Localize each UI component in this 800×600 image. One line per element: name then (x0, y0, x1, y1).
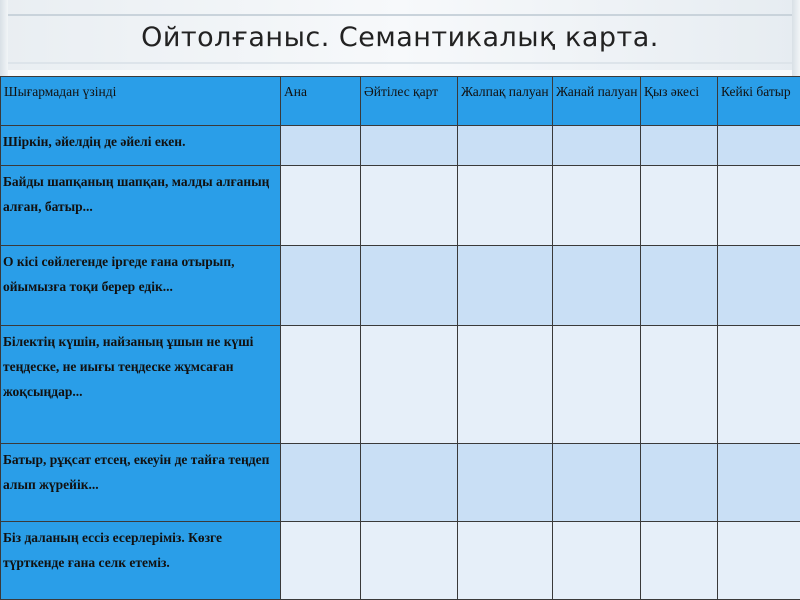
header-cell (718, 77, 800, 126)
table-cell[interactable] (281, 444, 361, 522)
table-row (1, 126, 800, 166)
semantic-map-table (0, 76, 800, 600)
table-cell[interactable] (718, 246, 800, 326)
table-cell[interactable] (718, 326, 800, 444)
table-cell[interactable] (458, 246, 553, 326)
table-cell[interactable] (553, 444, 641, 522)
table-cell[interactable] (458, 326, 553, 444)
table-cell[interactable] (458, 126, 553, 166)
excerpt-cell (1, 444, 281, 522)
table-cell[interactable] (361, 246, 458, 326)
table-cell[interactable] (718, 522, 800, 600)
excerpt-text: Біз даланың ессіз есерлеріміз. Көзге түрткенде ғана селк етеміз. (3, 530, 222, 570)
table-cell[interactable] (281, 522, 361, 600)
table-cell[interactable] (641, 444, 718, 522)
excerpt-cell (1, 522, 281, 600)
table-cell[interactable] (718, 444, 800, 522)
table-cell[interactable] (553, 246, 641, 326)
excerpt-cell (1, 166, 281, 246)
excerpt-cell (1, 246, 281, 326)
slide-title: Ойтолғаныс. Семантикалық карта. (141, 22, 659, 53)
header-cell (641, 77, 718, 126)
table-cell[interactable] (458, 522, 553, 600)
header-label: Жалпақ палуан (461, 84, 549, 99)
table-cell[interactable] (361, 444, 458, 522)
header-cell (361, 77, 458, 126)
table-cell[interactable] (361, 522, 458, 600)
table-row (1, 444, 800, 522)
table-cell[interactable] (641, 246, 718, 326)
table-cell[interactable] (641, 126, 718, 166)
table-row (1, 166, 800, 246)
table-cell[interactable] (641, 326, 718, 444)
decorative-line (0, 14, 800, 16)
header-label: Қыз әкесі (644, 84, 700, 99)
header-label: Шығармадан үзінді (4, 84, 117, 99)
header-cell (458, 77, 553, 126)
table-cell[interactable] (458, 166, 553, 246)
excerpt-text: Шіркін, әйелдің де әйелі екен. (3, 134, 186, 149)
table-cell[interactable] (553, 126, 641, 166)
table-row (1, 326, 800, 444)
excerpt-text: Білектің күшін, найзаның ұшын не күші теңдеске, не иығы теңдеске жұмсаған жоқсыңдар... (3, 334, 254, 399)
header-cell (281, 77, 361, 126)
table-row (1, 522, 800, 600)
table-cell[interactable] (553, 522, 641, 600)
table-cell[interactable] (458, 444, 553, 522)
excerpt-text: Байды шапқаның шапқан, малды алғаның алған, батыр... (3, 174, 270, 214)
header-cell (1, 77, 281, 126)
table-row (1, 246, 800, 326)
table-cell[interactable] (281, 126, 361, 166)
header-label: Әйтілес қарт (364, 84, 439, 99)
header-label: Кейкі батыр (721, 84, 791, 99)
header-label: Ана (284, 84, 307, 99)
table-cell[interactable] (553, 166, 641, 246)
excerpt-cell (1, 326, 281, 444)
header-cell (553, 77, 641, 126)
decorative-line (0, 62, 800, 64)
excerpt-text: О кісі сөйлегенде іргеде ғана отырып, ойымызға тоқи берер едік... (3, 254, 235, 294)
table-cell[interactable] (361, 166, 458, 246)
excerpt-text: Батыр, рұқсат етсең, екеуін де тайға теңдеп алып жүрейік... (3, 452, 270, 492)
header-label: Жанай палуан (556, 84, 638, 99)
excerpt-cell (1, 126, 281, 166)
table-cell[interactable] (281, 246, 361, 326)
table-cell[interactable] (718, 126, 800, 166)
table-cell[interactable] (641, 522, 718, 600)
table-cell[interactable] (641, 166, 718, 246)
table-cell[interactable] (361, 326, 458, 444)
table-cell[interactable] (281, 166, 361, 246)
table-cell[interactable] (553, 326, 641, 444)
table-header-row (1, 77, 800, 126)
table-cell[interactable] (718, 166, 800, 246)
table-cell[interactable] (361, 126, 458, 166)
table-cell[interactable] (281, 326, 361, 444)
